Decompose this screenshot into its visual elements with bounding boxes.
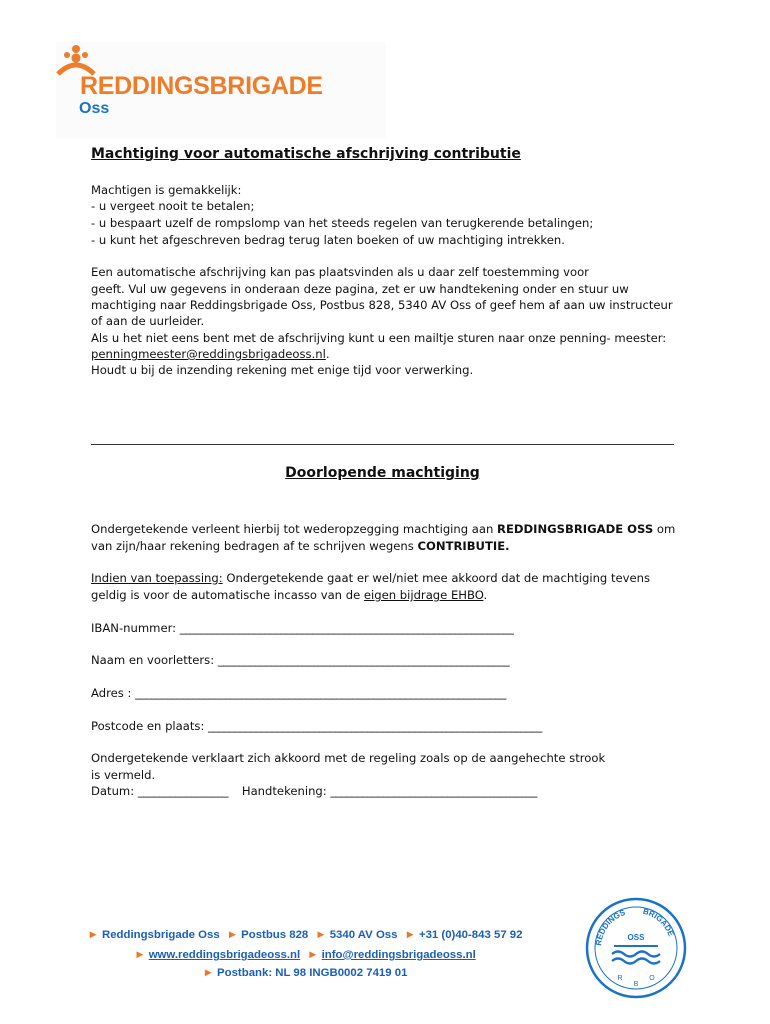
footer-postcode: 5340 AV Oss — [329, 929, 398, 941]
arrow-icon: ► — [315, 929, 327, 941]
date-signature-row — [91, 783, 537, 799]
address-row — [91, 685, 506, 701]
seal-letter: R — [617, 975, 623, 982]
logo-wordmark: REDDINGSBRIGADE — [80, 72, 323, 100]
footer-address — [60, 929, 550, 941]
treasurer-email-link[interactable]: penningmeester@reddingsbrigadeoss.nl — [91, 347, 326, 361]
ehbo-label: Indien van toepassing: — [91, 571, 223, 585]
wave-icon — [612, 952, 660, 957]
arrow-icon: ► — [134, 949, 146, 961]
seal-ring-text — [642, 907, 676, 938]
name-label: Naam en voorletters: — [91, 653, 218, 667]
seal-letter: B — [633, 981, 639, 988]
name-row — [91, 652, 509, 668]
section-divider — [91, 444, 674, 445]
mandate-text: om — [653, 522, 676, 536]
mandate-text: van zijn/haar rekening bedragen af te schrijven wegens — [91, 539, 418, 553]
arrow-icon: ► — [226, 929, 238, 941]
arrow-icon: ► — [87, 929, 99, 941]
footer-links — [60, 949, 550, 961]
arrow-icon: ► — [307, 949, 319, 961]
iban-field[interactable]: _______________________________________________________________ — [179, 621, 514, 635]
footer-postbus: Postbus 828 — [241, 929, 309, 941]
intro-bullet: - u vergeet nooit te betalen; — [91, 199, 255, 213]
page-title: Machtiging voor automatische afschrijving contributie — [91, 146, 521, 162]
seal-city: OSS — [627, 933, 645, 942]
name-field[interactable]: _______________________________________________________ — [217, 653, 510, 667]
footer-phone: +31 (0)40-843 57 92 — [418, 929, 523, 941]
ehbo-line — [91, 570, 650, 586]
section-title: Doorlopende machtiging — [285, 465, 480, 481]
ehbo-line — [91, 587, 487, 603]
mandate-line — [91, 538, 510, 554]
paragraph-line: Als u het niet eens bent met de afschrijving kunt u een mailtje sturen naar onze penning- meester: — [91, 331, 667, 345]
date-label: Datum: — [91, 784, 138, 798]
address-field[interactable]: ______________________________________________________________________ — [135, 686, 506, 700]
signature-field[interactable]: _______________________________________ — [330, 784, 537, 798]
agreement-line: is vermeld. — [91, 768, 156, 782]
wave-icon — [612, 959, 660, 964]
footer-org: Reddingsbrigade Oss — [101, 929, 220, 941]
seal-ring-right: BRIGADE — [642, 906, 676, 938]
ehbo-text: . — [483, 588, 488, 602]
postcode-row — [91, 718, 542, 734]
iban-row — [91, 620, 513, 636]
seal-emblem — [584, 896, 688, 1000]
organization-name: REDDINGSBRIGADE OSS — [497, 522, 654, 536]
address-label: Adres : — [91, 686, 136, 700]
seal-letter: O — [649, 975, 655, 982]
website-link[interactable]: www.reddingsbrigadeoss.nl — [148, 949, 301, 961]
bank-account: Postbank: NL 98 INGB0002 7419 01 — [217, 967, 408, 979]
seal-ring-left: REDDINGS — [594, 907, 627, 947]
arrow-icon: ► — [404, 929, 416, 941]
ehbo-text: geldig is voor de automatische incasso van de — [91, 588, 364, 602]
footer-bank — [60, 967, 550, 979]
paragraph-line: geeft. Vul uw gegevens in onderaan deze pagina, zet er uw handtekening onder en stuur uw — [91, 282, 629, 296]
paragraph-line: Een automatische afschrijving kan pas plaatsvinden als u daar zelf toestemming voor — [91, 265, 589, 279]
mandate-text: Ondergetekende verleent hierbij tot wederopzegging machtiging aan — [91, 522, 498, 536]
email-period: . — [325, 347, 330, 361]
mandate-line — [91, 521, 675, 537]
iban-label: IBAN-nummer: — [91, 621, 180, 635]
email-line — [91, 346, 330, 362]
paragraph-line: of aan de uurleider. — [91, 314, 205, 328]
intro-lead: Machtigen is gemakkelijk: — [91, 183, 242, 197]
ehbo-text: Ondergetekende gaat er wel/niet mee akkoord dat de machtiging tevens — [222, 571, 651, 585]
paragraph-closing: Houdt u bij de inzending rekening met enige tijd voor verwerking. — [91, 363, 474, 377]
postcode-field[interactable]: _______________________________________________________________ — [208, 719, 542, 733]
seal-ring-text — [594, 908, 627, 946]
intro-bullet: - u bespaart uzelf de rompslomp van het steeds regelen van terugkerende betalingen; — [91, 216, 594, 230]
info-email-link[interactable]: info@reddingsbrigadeoss.nl — [321, 949, 476, 961]
agreement-line: Ondergetekende verklaart zich akkoord met de regeling zoals op de aangehechte strook — [91, 751, 606, 765]
paragraph-line: machtiging naar Reddingsbrigade Oss, Postbus 828, 5340 AV Oss of geef hem af aan uw instructeur — [91, 298, 673, 312]
signature-label: Handtekening: — [241, 784, 331, 798]
postcode-label: Postcode en plaats: — [91, 719, 209, 733]
date-field[interactable]: _________________ — [137, 784, 228, 798]
logo-city: Oss — [79, 100, 110, 117]
ehbo-contribution: eigen bijdrage EHBO — [363, 588, 484, 602]
mandate-reason: CONTRIBUTIE. — [417, 539, 510, 553]
organization-logo — [56, 42, 386, 138]
arrow-icon: ► — [202, 967, 214, 979]
intro-bullet: - u kunt het afgeschreven bedrag terug laten boeken of uw machtiging intrekken. — [91, 233, 565, 247]
